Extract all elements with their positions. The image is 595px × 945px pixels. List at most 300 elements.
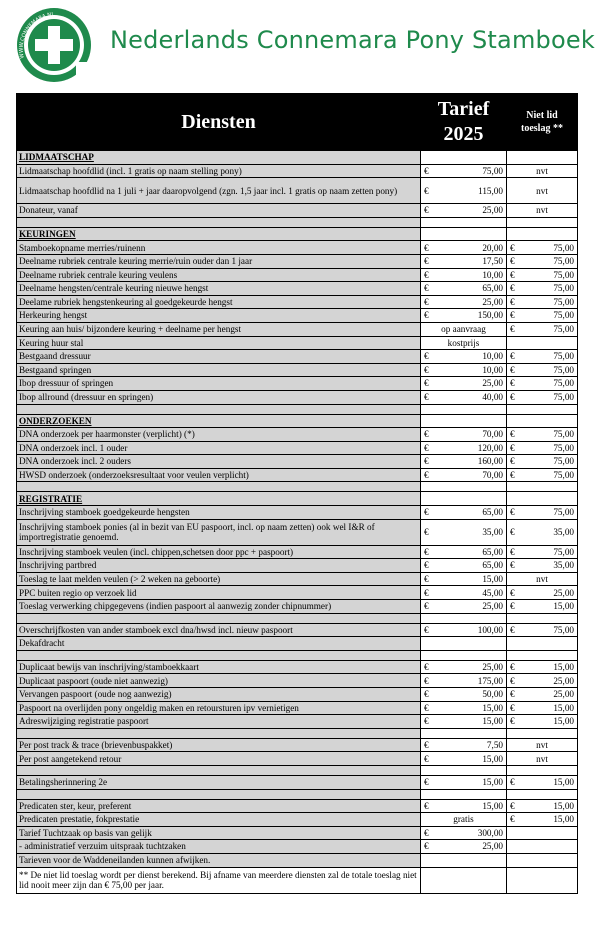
non-member-surcharge-cell: nvt [507,178,578,204]
tariff-cell [421,674,507,688]
empty-cell [507,217,578,227]
non-member-surcharge-cell [507,826,578,840]
tariff-cell [421,295,507,309]
price-value [510,256,574,266]
service-description: Predicaten ster, keur, preferent [17,799,421,813]
price-amount: 10,00 [482,351,503,362]
price-value [510,351,574,361]
non-member-surcharge-cell [507,282,578,296]
service-description: Per post aangetekend retour [17,752,421,766]
service-description: KEURINGEN [17,227,421,241]
non-member-surcharge-cell [507,775,578,789]
price-value [424,828,503,838]
currency-symbol: € [510,546,515,557]
tariff-cell [421,660,507,674]
price-value [510,429,574,439]
price-amount: 100,00 [477,624,503,635]
non-member-surcharge-cell [507,363,578,377]
currency-symbol: € [424,800,429,811]
price-amount: 15,00 [553,800,574,811]
currency-symbol: € [510,689,515,700]
table-row [17,738,578,752]
price-amount: 15,00 [482,573,503,584]
price-value [424,754,503,764]
service-description: HWSD onderzoek (onderzoeksresultaat voor veulen verplicht) [17,468,421,482]
currency-symbol: € [510,429,515,440]
currency-symbol: € [510,800,515,811]
service-description: Dekafdracht [17,637,421,651]
non-member-surcharge-cell [507,715,578,729]
price-value [424,676,503,686]
tariff-cell [421,377,507,391]
price-value [424,716,503,726]
spacer-row [17,650,578,660]
currency-symbol: € [424,351,429,362]
empty-cell [507,482,578,492]
empty-cell [421,728,507,738]
price-amount: 75,00 [553,624,574,635]
non-member-surcharge-cell [507,701,578,715]
table-row [17,295,578,309]
price-value [424,662,503,672]
price-value [510,470,574,480]
tariff-cell [421,241,507,255]
table-row [17,336,578,350]
table-row [17,637,578,651]
currency-symbol: € [510,256,515,267]
price-amount: 25,00 [482,205,503,216]
page-header [0,0,595,92]
price-amount: 17,50 [482,256,503,267]
price-value [424,297,503,307]
service-description: ** De niet lid toeslag wordt per dienst berekend. Bij afname van meerdere diensten zal de totale toeslag niet lid nooit meer zijn dan € 75,00 per jaar. [17,867,421,893]
price-amount: 75,00 [553,310,574,321]
currency-symbol: € [510,587,515,598]
spacer-row [17,217,578,227]
price-amount: 75,00 [553,392,574,403]
price-value [424,456,503,466]
non-member-surcharge-cell [507,813,578,827]
toeslag-label: toeslag ** [521,123,563,134]
currency-symbol: € [424,269,429,280]
price-value [510,443,574,453]
empty-cell [421,217,507,227]
tariff-cell [421,799,507,813]
table-row [17,545,578,559]
table-row [17,204,578,218]
empty-cell [17,613,421,623]
price-amount: 10,00 [482,364,503,375]
empty-cell [421,613,507,623]
price-amount: 120,00 [477,442,503,453]
empty-cell [507,404,578,414]
tariff-cell: kostprijs [421,336,507,350]
currency-symbol: € [510,442,515,453]
table-row [17,853,578,867]
service-description: Tarieven voor de Waddeneilanden kunnen afwijken. [17,853,421,867]
currency-symbol: € [510,716,515,727]
price-value [510,547,574,557]
service-description: - administratief verzuim uitspraak tuchtzaken [17,840,421,854]
price-amount: 75,00 [553,296,574,307]
tariff-cell [421,586,507,600]
tariff-cell [421,492,507,506]
price-value [424,186,503,196]
price-value [424,470,503,480]
price-amount: 75,00 [553,364,574,375]
empty-cell [421,765,507,775]
service-description: Betalingsherinnering 2e [17,775,421,789]
price-amount: 75,00 [553,324,574,335]
currency-symbol: € [424,310,429,321]
tariff-cell [421,227,507,241]
non-member-surcharge-cell [507,309,578,323]
non-member-surcharge-cell [507,350,578,364]
non-member-surcharge-cell [507,660,578,674]
tariff-cell [421,455,507,469]
table-row [17,688,578,702]
currency-symbol: € [424,364,429,375]
tariff-cell [421,254,507,268]
column-header-diensten: Diensten [17,94,421,151]
tariff-cell [421,309,507,323]
table-row [17,309,578,323]
service-description: Tarief Tuchtzaak op basis van gelijk [17,826,421,840]
price-amount: 150,00 [477,310,503,321]
service-description: LIDMAATSCHAP [17,151,421,165]
price-amount: 15,00 [482,777,503,788]
service-description: Deelname hengsten/centrale keuring nieuwe hengst [17,282,421,296]
logo-text: WWW.CONNEMARA.NL [18,11,55,59]
currency-symbol: € [424,573,429,584]
tariff-cell [421,414,507,428]
spacer-row [17,789,578,799]
price-amount: 160,00 [477,456,503,467]
currency-symbol: € [510,624,515,635]
currency-symbol: € [510,242,515,253]
currency-symbol: € [424,283,429,294]
currency-symbol: € [424,527,429,537]
tariff-cell [421,545,507,559]
price-value [424,351,503,361]
non-member-surcharge-cell [507,688,578,702]
table-header-row [17,94,578,151]
price-amount: 15,00 [553,601,574,612]
table-row [17,322,578,336]
currency-symbol: € [424,716,429,727]
service-description: Toeslag te laat melden veulen (> 2 weken na geboorte) [17,572,421,586]
price-value [510,625,574,635]
empty-cell [17,404,421,414]
price-amount: 25,00 [553,587,574,598]
spacer-row [17,728,578,738]
empty-cell [507,613,578,623]
niet-lid-label: Niet lid [526,110,558,121]
price-value [510,689,574,699]
price-amount: 75,00 [553,269,574,280]
service-description: Per post track & trace (brievenbuspakket) [17,738,421,752]
price-value [510,527,574,537]
table-row [17,519,578,545]
price-amount: 75,00 [553,378,574,389]
table-row [17,826,578,840]
empty-cell [507,650,578,660]
column-header-tarief [421,94,507,151]
currency-symbol: € [510,269,515,280]
price-amount: 75,00 [553,546,574,557]
tariff-cell [421,600,507,614]
price-value [424,740,503,750]
empty-cell [421,789,507,799]
non-member-surcharge-cell: nvt [507,572,578,586]
service-description: Keuring aan huis/ bijzondere keuring + deelname per hengst [17,322,421,336]
table-row [17,363,578,377]
price-amount: 25,00 [553,675,574,686]
price-amount: 65,00 [482,546,503,557]
price-value [424,256,503,266]
table-row [17,799,578,813]
tariff-cell [421,688,507,702]
price-amount: 50,00 [482,689,503,700]
empty-cell [507,765,578,775]
price-value [510,283,574,293]
currency-symbol: € [424,546,429,557]
price-value [424,243,503,253]
table-row [17,178,578,204]
service-description: ONDERZOEKEN [17,414,421,428]
currency-symbol: € [510,283,515,294]
price-value [510,662,574,672]
currency-symbol: € [424,739,429,750]
tariff-cell [421,390,507,404]
price-value [424,443,503,453]
price-amount: 115,00 [478,185,503,196]
price-value [510,507,574,517]
currency-symbol: € [424,392,429,403]
price-value [424,560,503,570]
tariff-cell [421,151,507,165]
tarief-label: Tarief [437,98,490,120]
non-member-surcharge-cell [507,559,578,573]
price-value [424,507,503,517]
non-member-surcharge-cell [507,468,578,482]
currency-symbol: € [510,324,515,335]
currency-symbol: € [424,165,429,176]
currency-symbol: € [424,470,429,481]
table-row [17,623,578,637]
non-member-surcharge-cell: nvt [507,164,578,178]
service-description: Inschrijving stamboek veulen (incl. chippen,schetsen door ppc + paspoort) [17,545,421,559]
non-member-surcharge-cell: nvt [507,738,578,752]
price-amount: 35,00 [553,527,574,537]
currency-symbol: € [510,364,515,375]
currency-symbol: € [510,601,515,612]
non-member-surcharge-cell [507,254,578,268]
price-amount: 35,00 [553,560,574,571]
price-value [424,625,503,635]
currency-symbol: € [424,242,429,253]
empty-cell [17,482,421,492]
price-value [424,841,503,851]
tariff-cell [421,282,507,296]
non-member-surcharge-cell [507,519,578,545]
price-value [510,716,574,726]
price-amount: 20,00 [482,242,503,253]
non-member-surcharge-cell [507,428,578,442]
non-member-surcharge-cell [507,151,578,165]
currency-symbol: € [424,185,429,196]
price-value [510,456,574,466]
price-amount: 35,00 [482,527,503,537]
tariff-cell [421,637,507,651]
table-row [17,813,578,827]
tariff-cell [421,363,507,377]
tariff-cell [421,468,507,482]
price-value [510,801,574,811]
tariff-cell [421,268,507,282]
service-description: DNA onderzoek incl. 1 ouder [17,441,421,455]
currency-symbol: € [424,777,429,788]
non-member-surcharge-cell [507,241,578,255]
price-value [510,243,574,253]
price-amount: 75,00 [482,165,503,176]
currency-symbol: € [424,841,429,852]
currency-symbol: € [424,205,429,216]
price-amount: 15,00 [553,661,574,672]
price-value [510,814,574,824]
service-description: Lidmaatschap hoofdlid (incl. 1 gratis op naam stelling pony) [17,164,421,178]
non-member-surcharge-cell [507,390,578,404]
currency-symbol: € [424,456,429,467]
non-member-surcharge-cell [507,600,578,614]
price-value [510,310,574,320]
price-amount: 70,00 [482,470,503,481]
tarief-year: 2025 [443,123,484,145]
tariff-cell [421,178,507,204]
price-value [424,801,503,811]
non-member-surcharge-cell [507,322,578,336]
tariff-cell [421,506,507,520]
tariff-cell [421,572,507,586]
currency-symbol: € [510,378,515,389]
non-member-surcharge-cell [507,853,578,867]
service-description: DNA onderzoek incl. 2 ouders [17,455,421,469]
table-row [17,254,578,268]
empty-cell [507,728,578,738]
service-description: Ibop dressuur of springen [17,377,421,391]
price-amount: 25,00 [482,378,503,389]
stamboek-logo [8,2,100,88]
price-value [510,676,574,686]
price-amount: 175,00 [477,675,503,686]
price-amount: 75,00 [553,442,574,453]
tariff-cell: gratis [421,813,507,827]
non-member-surcharge-cell [507,441,578,455]
price-amount: 65,00 [482,283,503,294]
table-row [17,715,578,729]
price-amount: 15,00 [553,777,574,788]
tariff-cell [421,204,507,218]
price-amount: 75,00 [553,256,574,267]
tariff-cell [421,826,507,840]
currency-symbol: € [424,378,429,389]
service-description: DNA onderzoek per haarmonster (verplicht) (*) [17,428,421,442]
price-amount: 45,00 [482,587,503,598]
currency-symbol: € [424,624,429,635]
tariff-cell [421,853,507,867]
non-member-surcharge-cell [507,295,578,309]
price-value [424,588,503,598]
price-value [424,601,503,611]
table-row [17,660,578,674]
non-member-surcharge-cell [507,799,578,813]
price-value [424,365,503,375]
service-description: Duplicaat paspoort (oude niet aanwezig) [17,674,421,688]
empty-cell [421,404,507,414]
empty-cell [17,765,421,775]
price-value [424,703,503,713]
price-amount: 75,00 [553,429,574,440]
table-row [17,600,578,614]
currency-symbol: € [510,527,515,537]
currency-symbol: € [424,442,429,453]
tariff-cell [421,623,507,637]
tariff-cell [421,701,507,715]
service-description: PPC buiten regio op verzoek lid [17,586,421,600]
currency-symbol: € [424,661,429,672]
currency-symbol: € [510,296,515,307]
spacer-row [17,613,578,623]
price-amount: 75,00 [553,242,574,253]
price-value [424,378,503,388]
price-value [510,560,574,570]
tariff-cell [421,775,507,789]
service-description: Predicaten prestatie, fokprestatie [17,813,421,827]
table-row [17,674,578,688]
price-amount: 15,00 [482,800,503,811]
service-description: Toeslag verwerking chipgegevens (indien paspoort al aanwezig zonder chipnummer) [17,600,421,614]
currency-symbol: € [510,560,515,571]
spacer-row [17,404,578,414]
non-member-surcharge-cell [507,674,578,688]
table-row [17,468,578,482]
empty-cell [17,217,421,227]
spacer-row [17,482,578,492]
price-value [424,429,503,439]
table-row [17,350,578,364]
non-member-surcharge-cell [507,867,578,893]
non-member-surcharge-cell [507,227,578,241]
service-description: Keuring huur stal [17,336,421,350]
currency-symbol: € [510,456,515,467]
service-description: Deelname rubriek centrale keuring veulens [17,268,421,282]
price-value [510,703,574,713]
tariff-cell [421,840,507,854]
service-description: REGISTRATIE [17,492,421,506]
non-member-surcharge-cell: nvt [507,204,578,218]
price-value [510,588,574,598]
price-value [424,310,503,320]
service-description: Donateur, vanaf [17,204,421,218]
service-description: Inschrijving stamboek ponies (al in bezit van EU paspoort, incl. op naam zetten) ook wel I&R of importregistratie genoemd. [17,519,421,545]
empty-cell [17,728,421,738]
table-row [17,867,578,893]
price-amount: 25,00 [482,841,503,852]
tariff-cell [421,752,507,766]
currency-symbol: € [510,675,515,686]
tariff-cell [421,164,507,178]
price-amount: 75,00 [553,351,574,362]
